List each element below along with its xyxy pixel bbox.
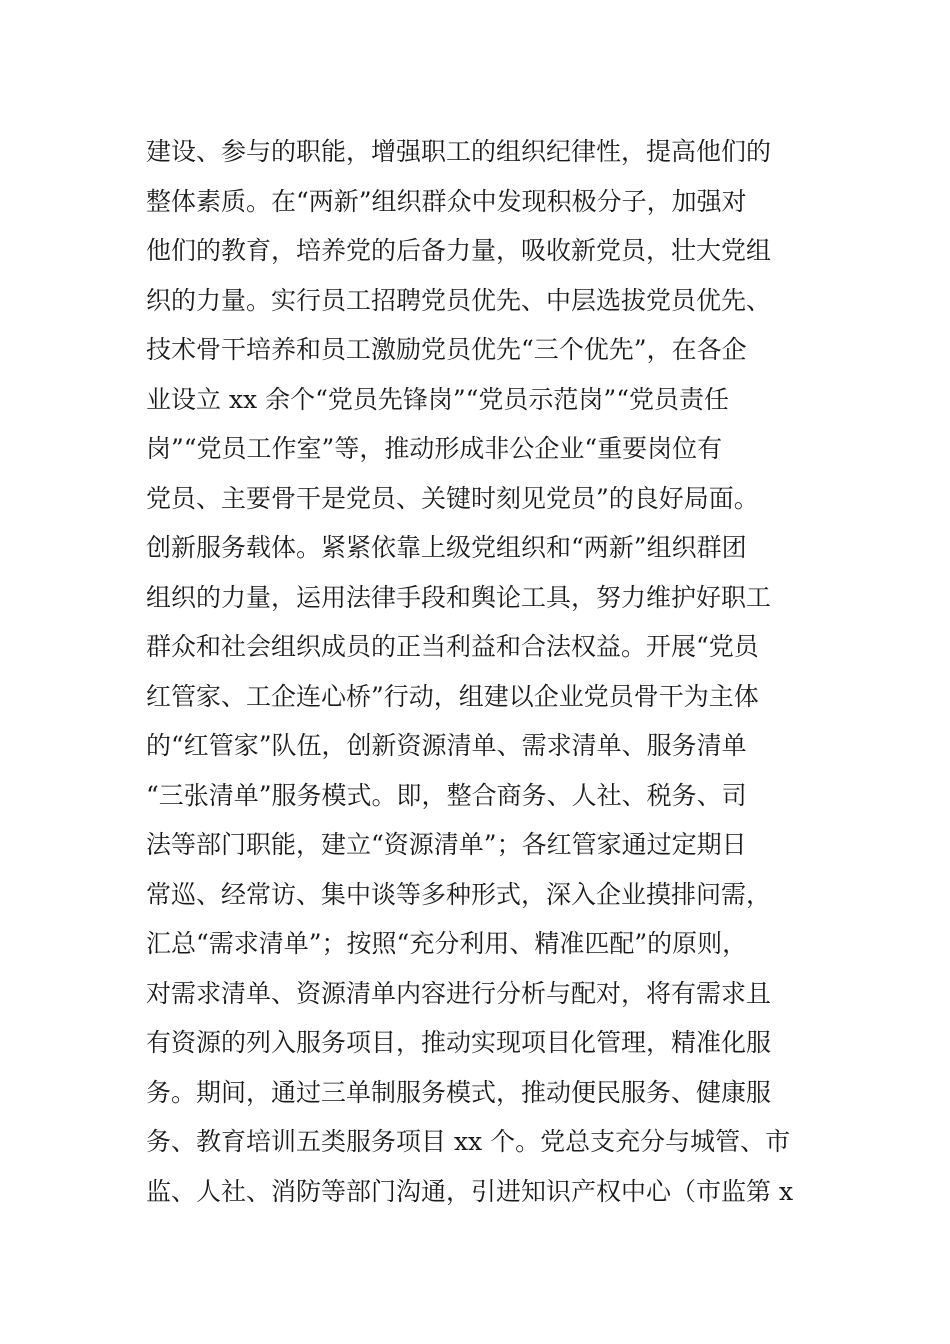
text-line: 技术骨干培养和员工激励党员优先“三个优先”，在各企 <box>146 335 747 364</box>
text-line: 创新服务载体。紧紧依靠上级党组织和“两新”组织群团 <box>146 533 747 562</box>
text-line: 有资源的列入服务项目，推动实现项目化管理，精准化服 <box>146 1028 772 1057</box>
text-line: 岗”“党员工作室”等，推动形成非公企业“重要岗位有 <box>146 434 723 463</box>
text-line: 组织的力量，运用法律手段和舆论工具，努力维护好职工 <box>146 582 772 612</box>
text-line: 党员、主要骨干是党员、关键时刻见党员”的良好局面。 <box>146 483 759 513</box>
text-line: 务、教育培训五类服务项目 xx 个。党总支充分与城管、市 <box>146 1127 791 1156</box>
text-line: 群众和社会组织成员的正当利益和合法权益。开展“党员 <box>146 632 759 661</box>
body-text <box>146 127 806 1216</box>
text-line: 常巡、经常访、集中谈等多种形式，深入企业摸排问需， <box>146 879 772 909</box>
text-line: 红管家、工企连心桥”行动，组建以企业党员骨干为主体 <box>146 681 759 711</box>
text-line: 建设、参与的职能，增强职工的组织纪律性，提高他们的 <box>146 137 772 166</box>
text-line: 对需求清单、资源清单内容进行分析与配对，将有需求且 <box>146 978 772 1008</box>
text-line: 监、人社、消防等部门沟通，引进知识产权中心（市监第 x <box>146 1176 794 1206</box>
text-line: “三张清单”服务模式。即，整合商务、人社、税务、司 <box>146 780 747 810</box>
text-line: 织的力量。实行员工招聘党员优先、中层选拔党员优先、 <box>146 285 772 315</box>
text-line: 务。期间，通过三单制服务模式，推动便民服务、健康服 <box>146 1077 772 1107</box>
text-line: 业设立 xx 余个“党员先锋岗”“党员示范岗”“党员责任 <box>146 384 729 414</box>
text-line: 汇总“需求清单”；按照“充分利用、精准匹配”的原则， <box>146 929 748 958</box>
text-line: 法等部门职能，建立“资源清单”；各红管家通过定期日 <box>146 830 747 859</box>
text-line: 他们的教育，培养党的后备力量，吸收新党员，壮大党组 <box>146 236 772 265</box>
text-line: 整体素质。在“两新”组织群众中发现积极分子，加强对 <box>146 186 747 216</box>
text-line: 的“红管家”队伍，创新资源清单、需求清单、服务清单 <box>146 731 747 760</box>
